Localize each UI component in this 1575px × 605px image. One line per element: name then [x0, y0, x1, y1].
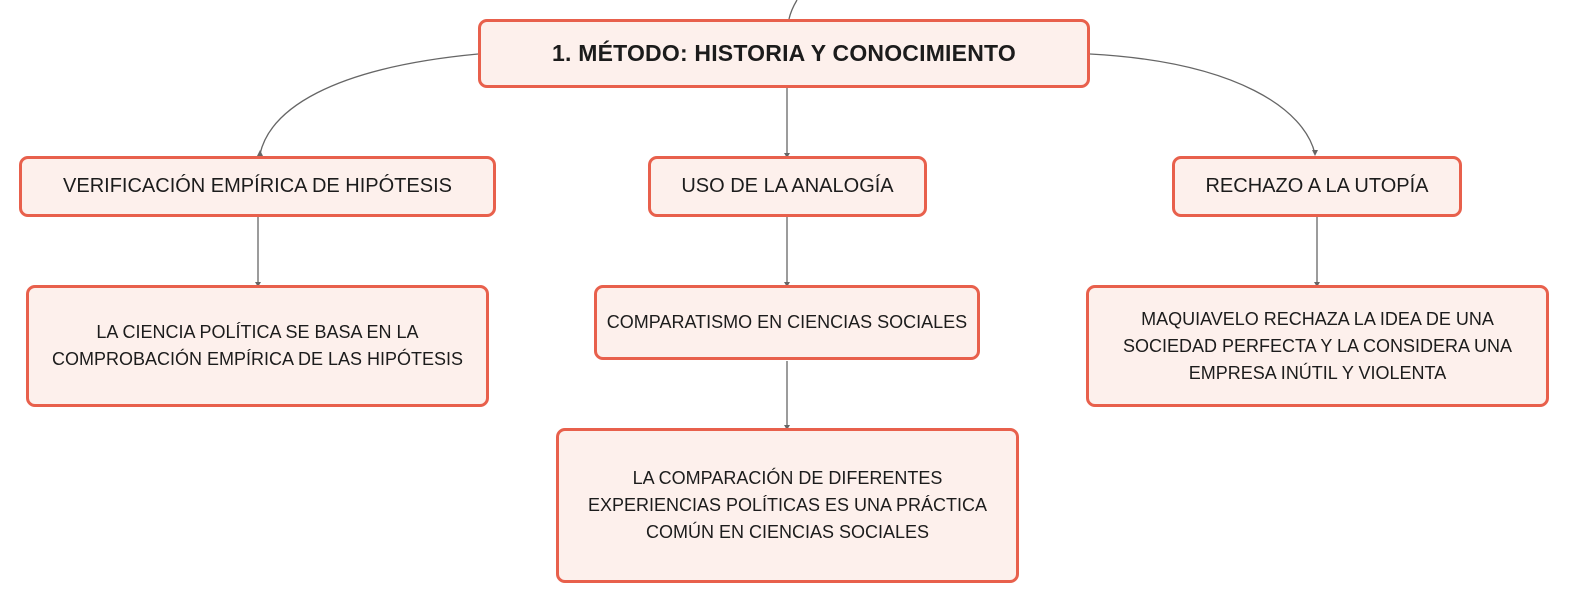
connector-parent-to-root [789, 0, 797, 19]
connector-root-to-verificacion [260, 54, 478, 154]
leaf-node-text [607, 309, 967, 336]
text-line: EMPRESA INÚTIL Y VIOLENTA [1188, 362, 1447, 383]
leaf-node-text [1123, 306, 1512, 387]
text-line: COMPROBACIÓN EMPÍRICA DE LAS HIPÓTESIS [51, 349, 464, 369]
leaf-node-maquiavelo[interactable] [1086, 285, 1549, 407]
leaf-node-comparatismo[interactable] [594, 285, 980, 360]
root-node-label: 1. MÉTODO: HISTORIA Y CONOCIMIENTO [552, 40, 1016, 66]
text-line: SOCIEDAD PERFECTA Y LA CONSIDERA UNA [1122, 335, 1513, 356]
connector-root-to-utopia [1090, 54, 1315, 154]
text-line: LA CIENCIA POLÍTICA SE BASA EN LA [96, 322, 419, 342]
branch-node-label: RECHAZO A LA UTOPÍA [1205, 175, 1429, 197]
text-line: COMPARATISMO EN CIENCIAS SOCIALES [606, 312, 968, 332]
branch-node-utopia[interactable] [1172, 156, 1462, 217]
leaf-node-text [52, 319, 463, 373]
branch-node-label: USO DE LA ANALOGÍA [681, 175, 894, 197]
leaf-node-comparacion[interactable] [556, 428, 1019, 583]
text-line: EXPERIENCIAS POLÍTICAS ES UNA PRÁCTICA [587, 495, 988, 515]
root-node[interactable] [478, 19, 1090, 88]
branch-node-label: VERIFICACIÓN EMPÍRICA DE HIPÓTESIS [63, 175, 452, 197]
text-line: MAQUIAVELO RECHAZA LA IDEA DE UNA [1141, 308, 1494, 329]
leaf-node-ciencia-politica[interactable] [26, 285, 489, 407]
leaf-node-text [588, 465, 987, 546]
text-line: COMÚN EN CIENCIAS SOCIALES [645, 522, 930, 542]
text-line: LA COMPARACIÓN DE DIFERENTES [632, 468, 943, 488]
branch-node-verificacion[interactable] [19, 156, 496, 217]
branch-node-analogia[interactable] [648, 156, 927, 217]
